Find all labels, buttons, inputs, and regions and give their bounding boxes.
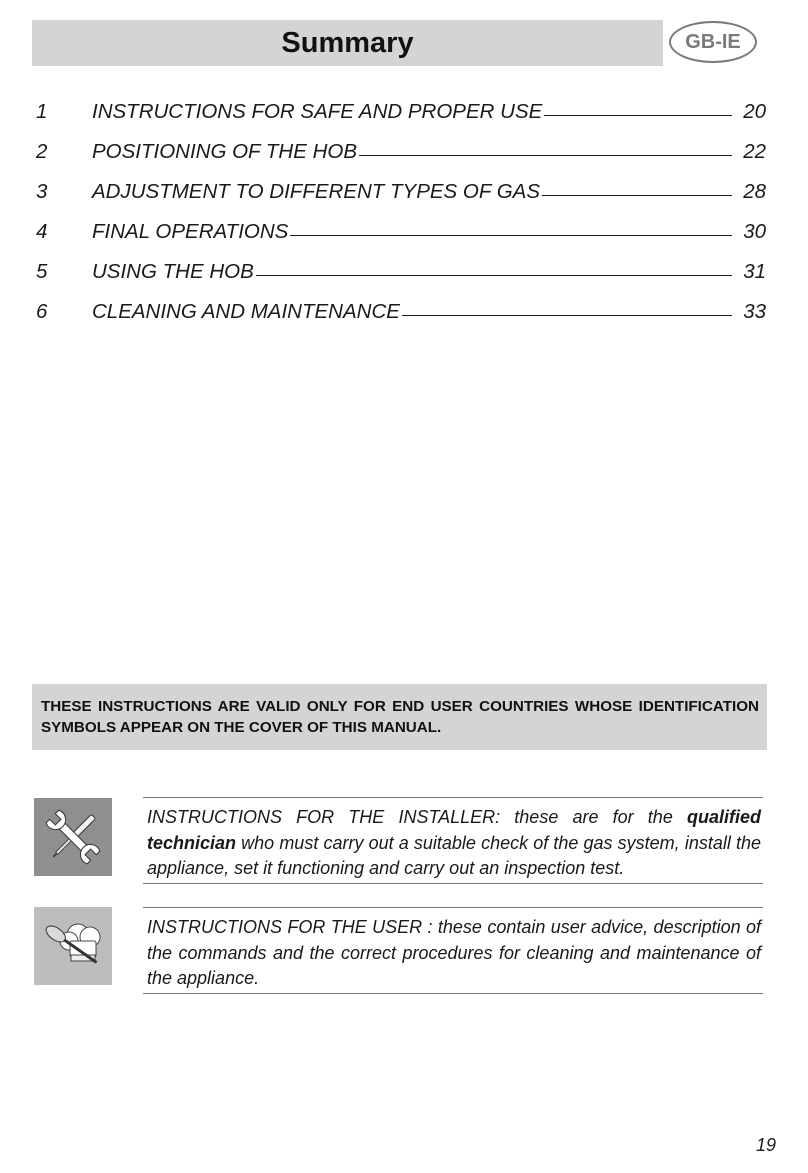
toc-item-title: ADJUSTMENT TO DIFFERENT TYPES OF GAS	[92, 180, 541, 203]
toc-item-number: 5	[36, 260, 48, 283]
toc-item-number: 2	[36, 140, 48, 163]
user-instructions-text: INSTRUCTIONS FOR THE USER : these contain user advice, description of the commands and the correct procedures for cleaning and maintenance of the appliance.	[147, 917, 761, 988]
title-bar	[32, 20, 663, 66]
page-number: 19	[755, 1135, 776, 1155]
toc-leader-line	[542, 195, 732, 196]
toc-item-number: 1	[36, 100, 48, 123]
toc-item-page: 20	[743, 100, 766, 123]
toc-item-page: 28	[743, 180, 766, 203]
table-of-contents	[36, 100, 766, 340]
page-title: Summary	[281, 26, 414, 59]
toc-leader-line	[359, 155, 732, 156]
toc-item-number: 3	[36, 180, 48, 203]
toc-item[interactable]	[36, 100, 766, 140]
toc-item-title: POSITIONING OF THE HOB	[92, 140, 358, 163]
toc-item[interactable]	[36, 140, 766, 180]
wrench-screwdriver-icon	[34, 798, 112, 876]
spoon-chef-hat-icon	[34, 907, 112, 985]
toc-item-page: 22	[743, 140, 766, 163]
toc-item-title: USING THE HOB	[92, 260, 254, 283]
installer-text-rest: who must carry out a suitable check of the gas system, install the appliance, set it functioning and carry out an inspection test.	[147, 832, 761, 878]
toc-leader-line	[402, 315, 732, 316]
toc-item-page: 30	[743, 220, 766, 243]
installer-text-bold: qualified technician	[147, 807, 761, 853]
toc-item[interactable]	[36, 300, 766, 340]
installer-instructions	[143, 797, 763, 884]
user-instructions	[143, 907, 763, 994]
toc-leader-line	[544, 115, 732, 116]
language-badge: GB-IE	[669, 21, 757, 63]
validity-notice	[32, 684, 767, 750]
toc-item-page: 33	[743, 300, 766, 323]
toc-item[interactable]	[36, 180, 766, 220]
toc-item[interactable]	[36, 220, 766, 260]
toc-leader-line	[256, 275, 732, 276]
toc-item-title: FINAL OPERATIONS	[92, 220, 289, 243]
toc-leader-line	[290, 235, 732, 236]
toc-item-number: 6	[36, 300, 48, 323]
toc-item-title: INSTRUCTIONS FOR SAFE AND PROPER USE	[92, 100, 543, 123]
toc-item-page: 31	[743, 260, 766, 283]
toc-item-number: 4	[36, 220, 48, 243]
toc-item[interactable]	[36, 260, 766, 300]
validity-notice-text: THESE INSTRUCTIONS ARE VALID ONLY FOR END USER COUNTRIES WHOSE IDENTIFICATION SYMBOLS APPEAR ON THE COVER OF THIS MANUAL.	[41, 698, 759, 736]
toc-item-title: CLEANING AND MAINTENANCE	[92, 300, 400, 323]
installer-text-intro: INSTRUCTIONS FOR THE INSTALLER: these are for the	[147, 807, 687, 827]
